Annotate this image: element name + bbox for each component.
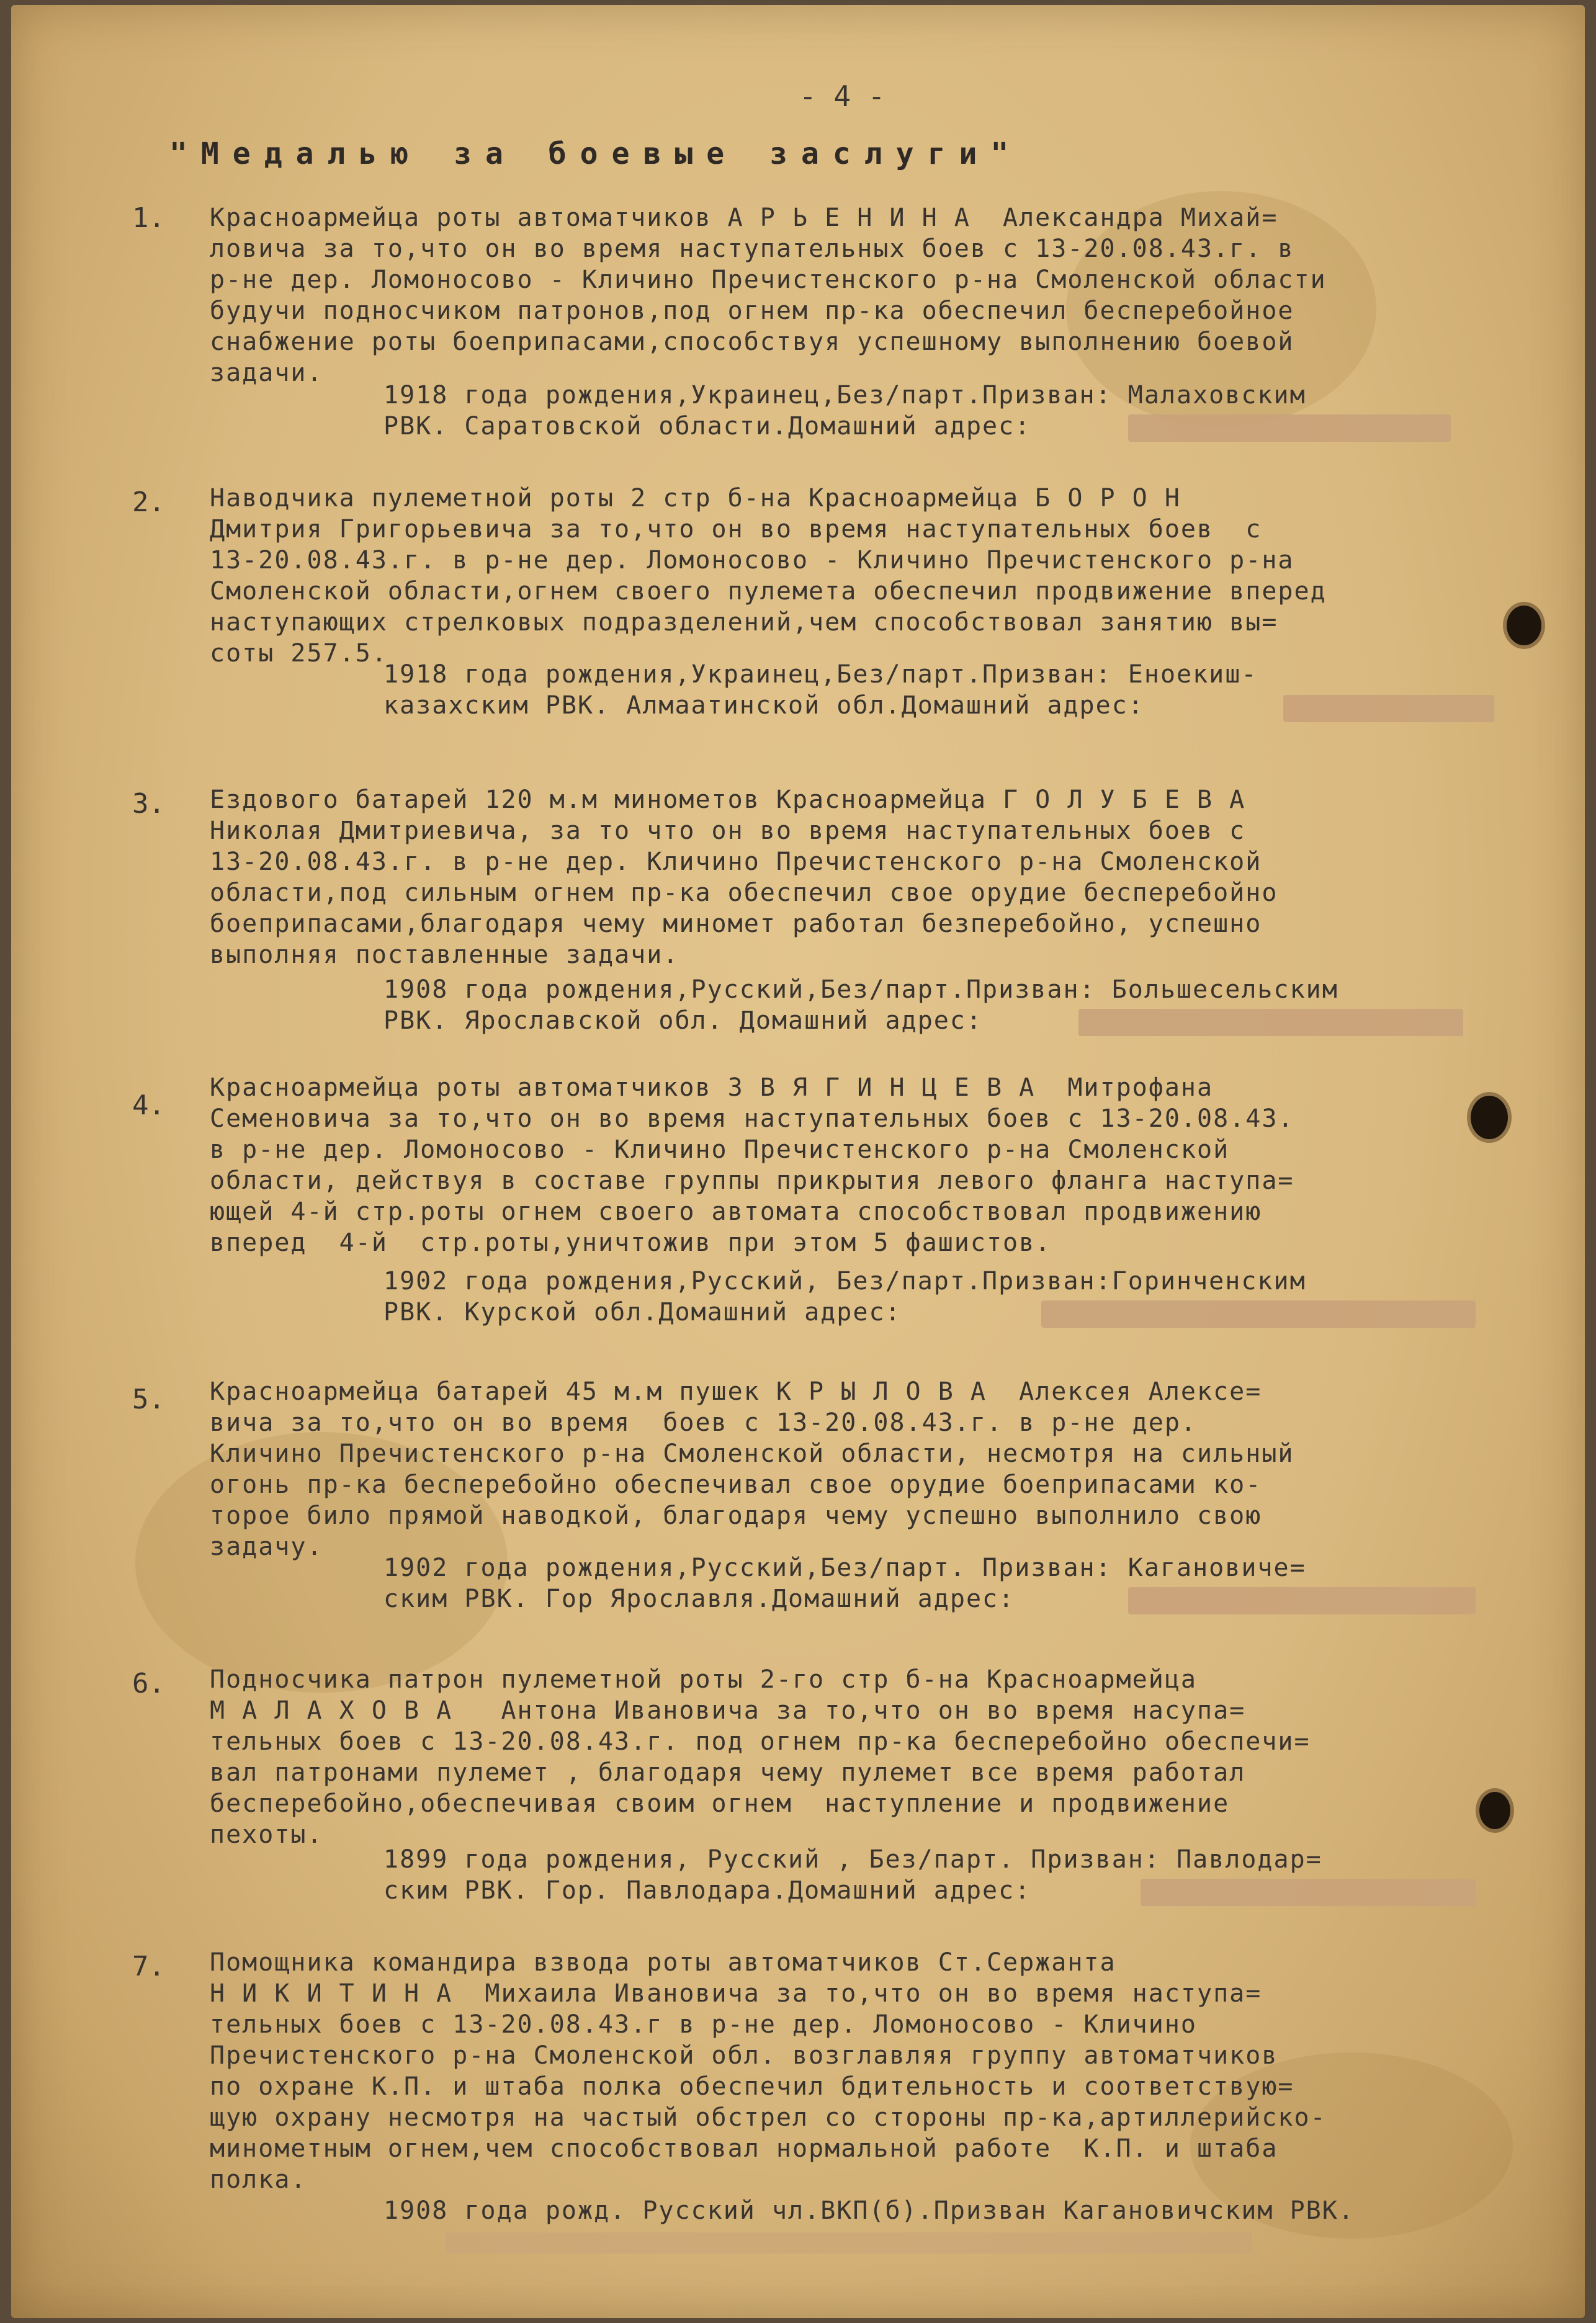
- entry-number: 7.: [132, 1951, 165, 1982]
- entry-number: 3.: [132, 788, 165, 820]
- entry-text: Ездового батарей 120 м.м минометов Красноармейца Г О Л У Б Е В А Николая Дмитриевича, за то что он во время наступательных боев с 13-20.08.43.г. в р-не дер. Кличино Пречистенского р-на Смоленской области,под сильным огнем пр-ка обеспечил свое орудие бесперебойно боеприпасами,благодаря чему миномет работал безперебойно, успешно выполняя поставленные задачи.: [210, 786, 1278, 969]
- entry-bio: 1908 года рождения,Русский,Без/парт.Призван: Большесельским РВК. Ярославской обл. Домашний адрес:: [383, 975, 1338, 1035]
- entry-number: 2.: [132, 486, 165, 518]
- redaction-bar: [1041, 1300, 1476, 1328]
- punch-hole: [1507, 606, 1541, 645]
- redaction-bar: [1141, 1879, 1476, 1906]
- entry-number: 4.: [132, 1090, 165, 1121]
- entry-text: Помощника командира взвода роты автоматчиков Ст.Сержанта Н И К И Т И Н А Михаила Ивановича за то,что он во время наступа= тельных боев с 13-20.08.43.г в р-не дер. Ломоносово - Кличино Пречистенского р-на Смоленской обл. возглавляя группу автоматчиков по охране К.П. и штаба полка обеспечил бдительность и соответствую= щую охрану несмотря на частый обстрел со стороны пр-ка,артиллерийско- минометным огнем,чем способствовал нормальной работе К.П. и штаба полка.: [210, 1948, 1327, 2194]
- entry-bio: 1918 года рождения,Украинец,Без/парт.Призван: Еноекиш- казахским РВК. Алмаатинской обл.Домашний адрес:: [383, 660, 1258, 720]
- entry-number: 6.: [132, 1668, 165, 1699]
- entry-bio: 1902 года рождения,Русский, Без/парт.Призван:Горинченским РВК. Курской обл.Домашний адрес:: [383, 1267, 1306, 1327]
- entry-text: Наводчика пулеметной роты 2 стр б-на Красноармейца Б О Р О Н Дмитрия Григорьевича за то,что он во время наступательных боев с 13-20.08.43.г. в р-не дер. Ломоносово - Кличино Пречистенского р-на Смоленской области,огнем своего пулемета обеспечил продвижение вперед наступающих стрелковых подразделений,чем способствовал занятию вы= соты 257.5.: [210, 484, 1327, 668]
- document-title: "Медалью за боевые заслуги": [169, 137, 1023, 171]
- redaction-bar: [1128, 414, 1451, 442]
- entry-text: Красноармейца роты автоматчиков А Р Ь Е Н И Н А Александра Михай= ловича за то,что он во время наступательных боев с 13-20.08.43.г. в р-не дер. Ломоносово - Кличино Пречистенского р-на Смоленской области будучи подносчиком патронов,под огнем пр-ка обеспечил бесперебойное снабжение роты боеприпасами,способствуя успешному выполнению боевой задачи.: [210, 204, 1327, 387]
- punch-hole: [1479, 1792, 1510, 1829]
- entry-bio: 1902 года рождения,Русский,Без/парт. Призван: Кагановиче= ским РВК. Гор Ярославля.Домашний адрес:: [383, 1554, 1306, 1613]
- entry-number: 5.: [132, 1384, 165, 1415]
- punch-hole: [1471, 1096, 1508, 1139]
- entry-bio: 1908 года рожд. Русский чл.ВКП(б).Призван Кагановичским РВК.: [383, 2196, 1355, 2225]
- redaction-bar: [1078, 1009, 1463, 1036]
- entry-bio: 1899 года рождения, Русский , Без/парт. Призван: Павлодар= ским РВК. Гор. Павлодара.Домашний адрес:: [383, 1845, 1322, 1905]
- entry-number: 1.: [132, 202, 165, 234]
- redaction-bar: [446, 2232, 1252, 2254]
- page-number: - 4 -: [799, 79, 885, 113]
- redaction-bar: [1283, 695, 1494, 722]
- entry-text: Красноармейца роты автоматчиков З В Я Г И Н Ц Е В А Митрофана Семеновича за то,что он во время наступательных боев с 13-20.08.43. в р-не дер. Ломоносово - Кличино Пречистенского р-на Смоленской области, действуя в составе группы прикрытия левого фланга наступа= ющей 4-й стр.роты огнем своего автомата способствовал продвижению вперед 4-й стр.роты,уничтожив при этом 5 фашистов.: [210, 1073, 1294, 1257]
- document-page: [11, 5, 1585, 2318]
- entry-text: Красноармейца батарей 45 м.м пушек К Р Ы Л О В А Алексея Алексе= вича за то,что он во время боев с 13-20.08.43.г. в р-не дер. Кличино Пречистенского р-на Смоленской области, несмотря на сильный огонь пр-ка бесперебойно обеспечивал свое орудие боеприпасами ко- торое било прямой наводкой, благодаря чему успешно выполнило свою задачу.: [210, 1377, 1294, 1561]
- entry-text: Подносчика патрон пулеметной роты 2-го стр б-на Красноармейца М А Л А Х О В А Антона Ивановича за то,что он во время насупа= тельных боев с 13-20.08.43.г. под огнем пр-ка бесперебойно обеспечи= вал патронами пулемет , благодаря чему пулемет все время работал бесперебойно,обеспечивая своим огнем наступление и продвижение пехоты.: [210, 1665, 1311, 1849]
- redaction-bar: [1128, 1587, 1476, 1614]
- entry-bio: 1918 года рождения,Украинец,Без/парт.Призван: Малаховским РВК. Саратовской области.Домашний адрес:: [383, 381, 1306, 441]
